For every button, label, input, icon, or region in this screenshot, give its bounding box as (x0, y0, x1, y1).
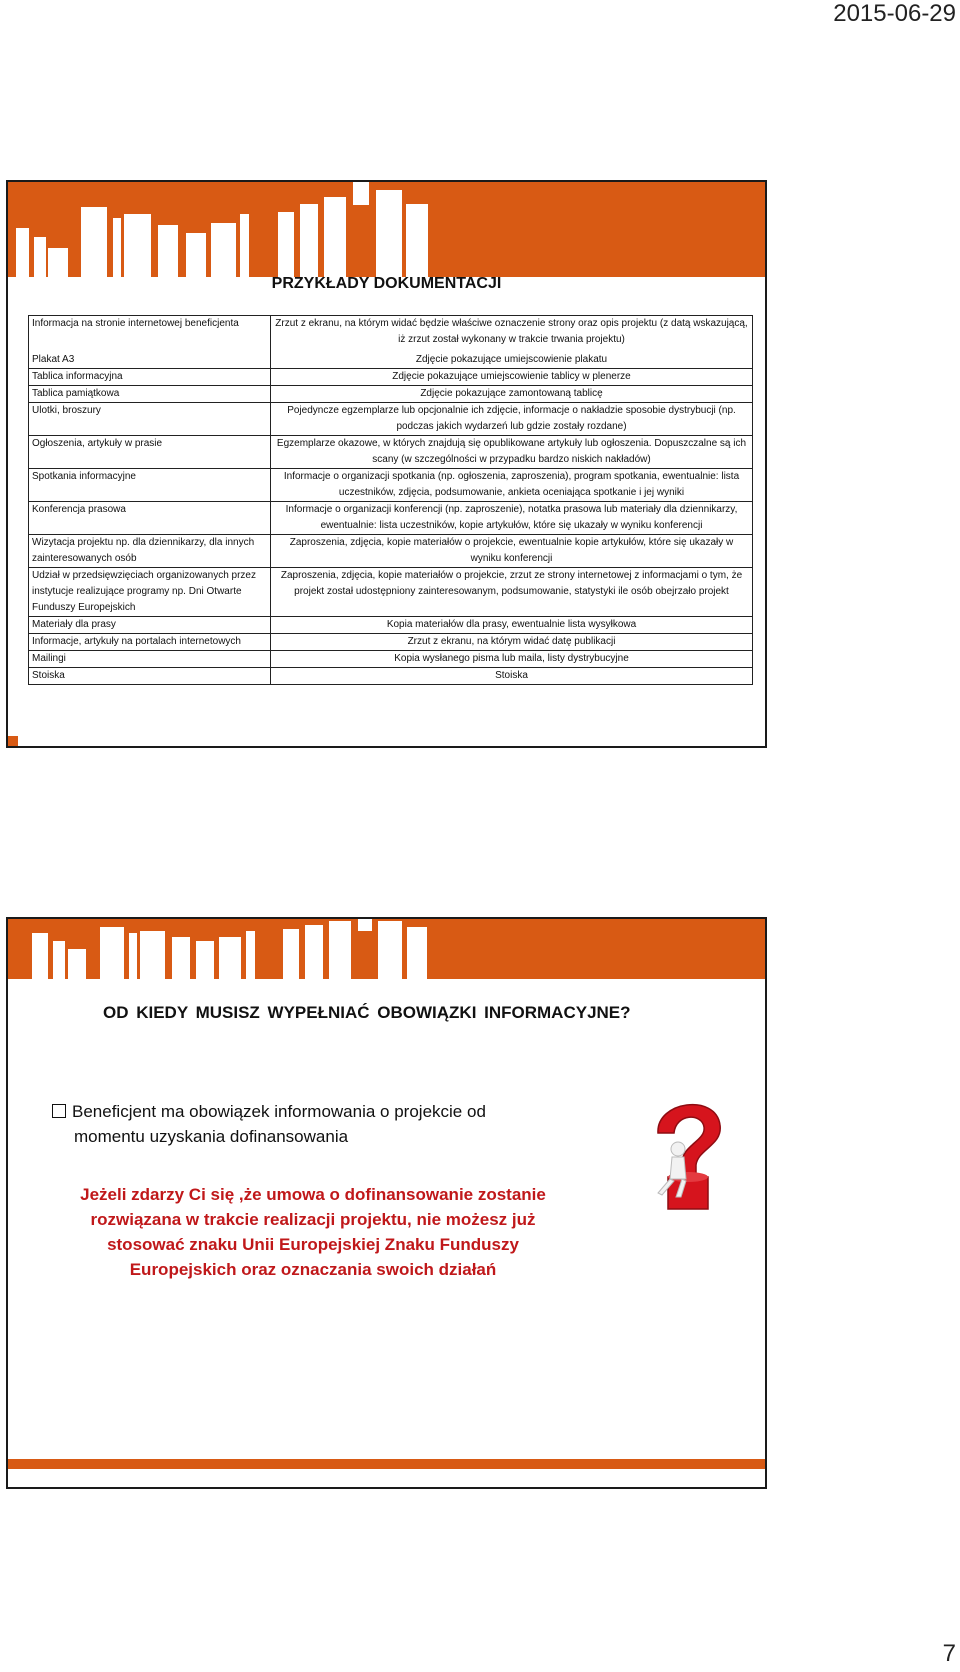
warning-line: Europejskich oraz oznaczania swoich działań (129, 1260, 497, 1279)
table-row (29, 634, 753, 651)
table-row (29, 535, 753, 568)
table-row (29, 568, 753, 617)
row-value: Informacje o organizacji konferencji (np. zaproszenie), notatka prasowa lub materiały dla dziennikarzy, ewentualnie: lista uczestników, kopie artykułów, które się ukazały w wyniku konferencji (271, 502, 753, 535)
warning-line: Jeżeli zdarzy Ci się ,że umowa o dofinansowanie zostanie (80, 1185, 546, 1204)
row-value: Egzemplarze okazowe, w których znajdują się opublikowane artykuły lub ogłoszenia. Dopuszczalne są ich scany (w szczególności w przypadku bardzo niskich nakładów) (271, 436, 753, 469)
table-row (29, 469, 753, 502)
table-row (29, 651, 753, 668)
table-row (29, 316, 753, 353)
row-value: Stoiska (271, 668, 753, 685)
table-row (29, 369, 753, 386)
table-row (29, 403, 753, 436)
row-label: Tablica pamiątkowa (29, 386, 271, 403)
bullet-line-1: Beneficjent ma obowiązek informowania o projekcie od (72, 1102, 486, 1121)
bullet-obligation (52, 1099, 582, 1149)
row-value: Zrzut z ekranu, na którym widać datę publikacji (271, 634, 753, 651)
checkbox-bullet-icon (52, 1104, 66, 1118)
slide-banner (8, 182, 765, 277)
row-value: Kopia materiałów dla prasy, ewentualnie lista wysyłkowa (271, 617, 753, 634)
table-row (29, 502, 753, 535)
row-label: Ulotki, broszury (29, 403, 271, 436)
bottom-accent-bar (8, 1459, 765, 1469)
slide-title: PRZYKŁADY DOKUMENTACJI (271, 275, 502, 292)
row-label: Tablica informacyjna (29, 369, 271, 386)
page-number: 7 (942, 1640, 956, 1667)
slide-title: OD KIEDY MUSISZ WYPEŁNIAĆ OBOWIĄZKI INFORMACYJNE? (103, 1003, 631, 1022)
slide-banner (8, 919, 765, 979)
row-label: Wizytacja projektu np. dla dziennikarzy, dla innych zainteresowanych osób (29, 535, 271, 568)
table-row (29, 436, 753, 469)
warning-text (48, 1182, 578, 1282)
row-value: Zrzut z ekranu, na którym widać będzie właściwe oznaczenie strony oraz opis projektu (z datą wskazującą, iż zrzut został wykonany w trakcie trwania projektu) (271, 316, 753, 353)
row-value: Zaproszenia, zdjęcia, kopie materiałów o projekcie, ewentualnie kopie artykułów, które się ukazały w wyniku konferencji (271, 535, 753, 568)
row-value: Zdjęcie pokazujące umiejscowienie plakatu (271, 352, 753, 369)
row-value: Pojedyncze egzemplarze lub opcjonalnie ich zdjęcie, informacje o nakładzie sposobie dystrybucji (np. podczas jakich wydarzeń lub gdzie zostały rozdane) (271, 403, 753, 436)
row-value: Zdjęcie pokazujące zamontowaną tablicę (271, 386, 753, 403)
table-row (29, 668, 753, 685)
row-label: Stoiska (29, 668, 271, 685)
question-mark-figure-icon (620, 1089, 752, 1211)
row-value: Informacje o organizacji spotkania (np. ogłoszenia, zaproszenia), program spotkania, ewentualnie: lista uczestników, zdjęcia, podsumowanie, ankieta oceniająca spotkanie i jej wyniki (271, 469, 753, 502)
row-label: Plakat A3 (29, 352, 271, 369)
row-label: Konferencja prasowa (29, 502, 271, 535)
row-label: Spotkania informacyjne (29, 469, 271, 502)
documentation-table (28, 315, 753, 685)
warning-line: rozwiązana w trakcie realizacji projektu, nie możesz już (90, 1210, 536, 1229)
table-row (29, 617, 753, 634)
table-row (29, 352, 753, 369)
row-label: Informacje, artykuły na portalach internetowych (29, 634, 271, 651)
page-date: 2015-06-29 (833, 0, 956, 27)
row-value: Zdjęcie pokazujące umiejscowienie tablicy w plenerze (271, 369, 753, 386)
table-row (29, 386, 753, 403)
slide-documentation-examples (6, 180, 767, 748)
row-value: Zaproszenia, zdjęcia, kopie materiałów o projekcie, zrzut ze strony internetowej z informacjami o tym, że projekt został udostępniony zainteresowanym, podsumowanie, statystyki ile osób obejrzało projekt (271, 568, 753, 617)
row-label: Ogłoszenia, artykuły w prasie (29, 436, 271, 469)
row-label: Informacja na stronie internetowej beneficjenta (29, 316, 271, 353)
bullet-line-2: momentu uzyskania dofinansowania (74, 1127, 349, 1146)
row-value: Kopia wysłanego pisma lub maila, listy dystrybucyjne (271, 651, 753, 668)
row-label: Udział w przedsięwzięciach organizowanych przez instytucje realizujące programy np. Dni Otwarte Funduszy Europejskich (29, 568, 271, 617)
warning-line: stosować znaku Unii Europejskiej Znaku Funduszy (107, 1235, 519, 1254)
corner-accent (8, 736, 18, 746)
slide-obligations (6, 917, 767, 1489)
row-label: Materiały dla prasy (29, 617, 271, 634)
row-label: Mailingi (29, 651, 271, 668)
